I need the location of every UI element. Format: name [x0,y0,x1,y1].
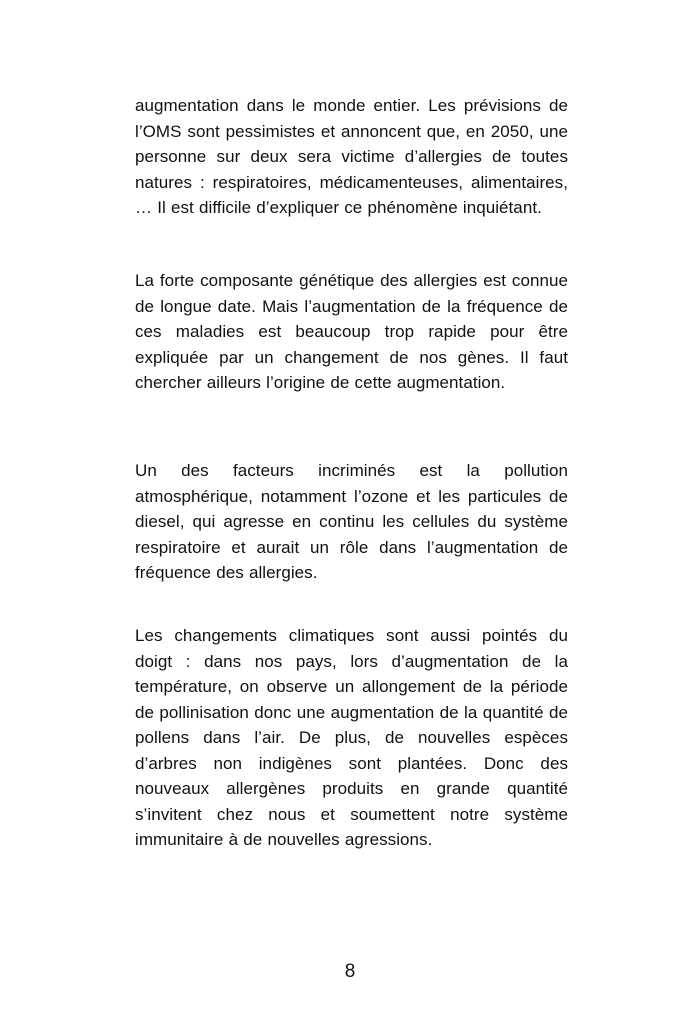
paragraph-1 [135,93,568,221]
paragraph-2 [135,268,568,396]
paragraph-text: Les changements climatiques sont aussi pointés du doigt : dans nos pays, lors d’augmentation de la température, on observe un allongement de la période de pollinisation donc une augmentation de la quantité de pollens dans l’air. De plus, de nouvelles espèces d’arbres non indigènes sont plantées. Donc des nouveaux allergènes produits en grande quantité s’invitent chez nous et soumettent notre système immunitaire à de nouvelles agressions. [135,626,568,849]
page-number: 8 [344,961,356,982]
paragraph-3 [135,458,568,586]
paragraph-text: La forte composante génétique des allergies est connue de longue date. Mais l’augmentation de la fréquence de ces maladies est beaucoup trop rapide pour être expliquée par un changement de nos gènes. Il faut chercher ailleurs l’origine de cette augmentation. [135,271,568,392]
paragraph-text: augmentation dans le monde entier. Les prévisions de l’OMS sont pessimistes et annoncent que, en 2050, une personne sur deux sera victime d’allergies de toutes natures : respiratoires, médicamenteuses, alimentaires, … Il est difficile d’expliquer ce phénomène inquiétant. [135,96,568,217]
paragraph-text: Un des facteurs incriminés est la pollution atmosphérique, notamment l’ozone et les particules de diesel, qui agresse en continu les cellules du système respiratoire et aurait un rôle dans l’augmentation de fréquence des allergies. [135,461,568,582]
paragraph-4 [135,623,568,853]
